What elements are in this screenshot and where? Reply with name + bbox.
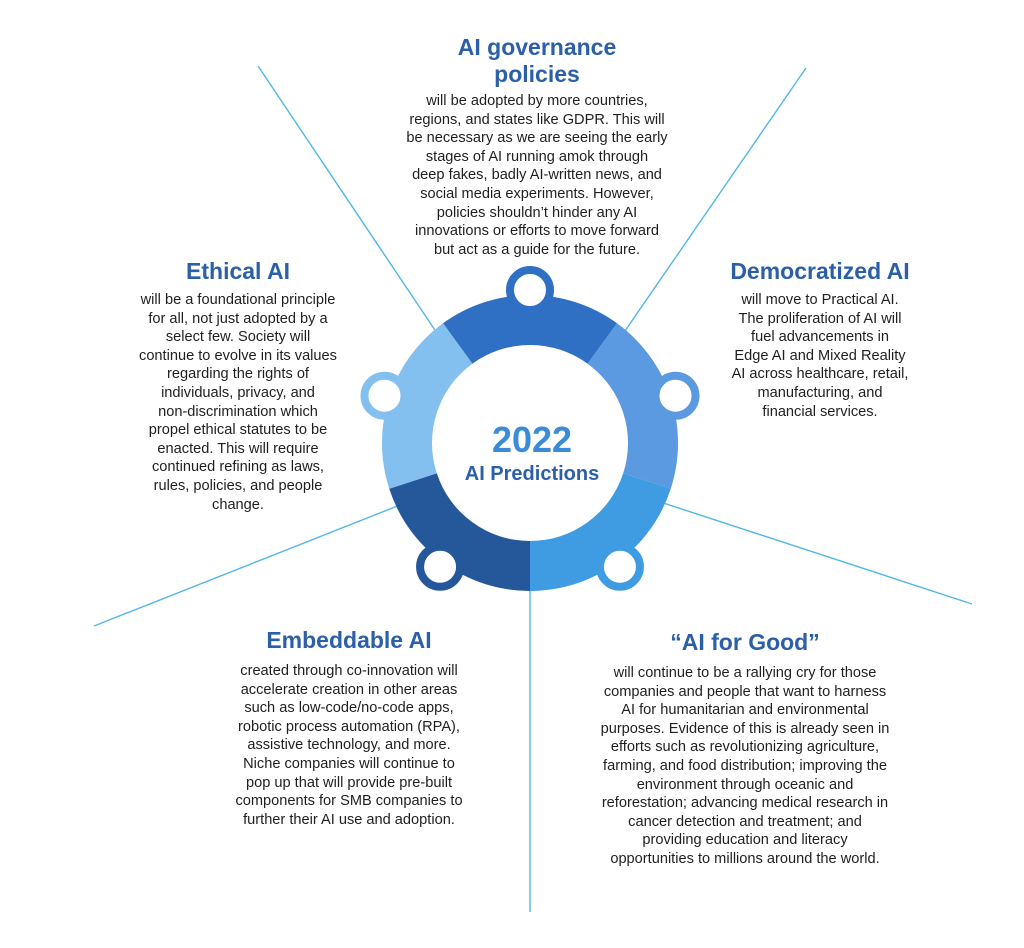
section-governance-title — [352, 34, 722, 88]
body-line: The proliferation of AI will — [738, 310, 902, 327]
body-line: accelerate creation in other areas — [240, 681, 458, 698]
body-line: continue to evolve in its values — [139, 347, 337, 364]
body-line: AI across healthcare, retail, — [731, 366, 909, 383]
body-line: innovations or efforts to move forward — [415, 223, 659, 240]
body-line: propel ethical statutes to be — [148, 422, 328, 439]
body-line: change. — [212, 496, 264, 513]
knob-democratized — [656, 376, 696, 416]
body-line: pop up that will provide pre-built — [245, 774, 453, 791]
body-line: will continue to be a rallying cry for those — [613, 665, 877, 681]
section-democratized-body — [698, 291, 942, 421]
section-democratized-title: Democratized AI — [730, 258, 910, 284]
body-line: deep fakes, badly AI-written news, and — [412, 167, 662, 184]
body-line: created through co-innovation will — [240, 663, 458, 679]
body-line: Edge AI and Mixed Reality — [734, 347, 906, 364]
divider-line-lower-left — [94, 505, 400, 626]
title-line: AI governance — [457, 34, 617, 60]
body-line: individuals, privacy, and — [161, 384, 315, 401]
body-line: further their AI use and adoption. — [243, 811, 455, 828]
body-line: AI for humanitarian and environmental — [621, 702, 869, 719]
section-governance — [352, 34, 722, 259]
body-line: fuel advancements in — [751, 329, 889, 346]
section-ethical — [108, 258, 368, 514]
body-line: cancer detection and treatment; and — [628, 813, 862, 830]
body-line: will move to Practical AI. — [741, 292, 899, 308]
body-line: continued refining as laws, — [152, 459, 324, 476]
section-governance-body — [352, 92, 722, 259]
body-line: but act as a guide for the future. — [433, 241, 641, 258]
knob-ethical — [364, 376, 404, 416]
knob-good — [600, 547, 640, 587]
section-embeddable — [206, 627, 492, 829]
body-line: policies shouldn’t hinder any AI — [436, 204, 638, 221]
body-line: select few. Society will — [165, 329, 311, 346]
body-line: social media experiments. However, — [420, 185, 654, 202]
knob-governance — [510, 270, 550, 310]
body-line: companies and people that want to harness — [603, 683, 887, 700]
section-ethical-body — [108, 291, 368, 514]
section-good-title: “AI for Good” — [670, 629, 820, 655]
body-line: purposes. Evidence of this is already seen in — [600, 720, 890, 737]
body-line: financial services. — [762, 403, 878, 420]
body-line: non-discrimination which — [158, 403, 318, 420]
center-year: 2022 — [491, 419, 573, 460]
section-good-body — [560, 664, 930, 869]
body-line: rules, policies, and people — [153, 477, 323, 494]
body-line: components for SMB companies to — [235, 793, 463, 810]
body-line: assistive technology, and more. — [247, 737, 451, 754]
body-line: will be adopted by more countries, — [426, 93, 648, 109]
body-line: regions, and states like GDPR. This will — [409, 111, 665, 128]
body-line: providing education and literacy — [642, 832, 848, 849]
divider-line-lower-right — [645, 497, 972, 604]
body-line: such as low-code/no-code apps, — [244, 700, 454, 717]
body-line: enacted. This will require — [157, 440, 319, 457]
section-good — [560, 629, 930, 869]
body-line: efforts such as revolutionizing agriculture, — [610, 739, 880, 756]
section-democratized — [698, 258, 942, 421]
body-line: for all, not just adopted by a — [148, 310, 328, 327]
body-line: Niche companies will continue to — [243, 755, 455, 772]
body-line: farming, and food distribution; improving the — [603, 757, 887, 774]
title-line: policies — [494, 61, 580, 87]
body-line: manufacturing, and — [757, 384, 883, 401]
body-line: regarding the rights of — [167, 366, 309, 383]
section-embeddable-body — [206, 662, 492, 829]
center-subtitle: AI Predictions — [464, 463, 600, 485]
section-ethical-title: Ethical AI — [186, 258, 290, 284]
body-line: be necessary as we are seeing the early — [406, 130, 668, 147]
body-line: stages of AI running amok through — [425, 148, 649, 165]
body-line: will be a foundational principle — [140, 292, 336, 308]
body-line: environment through oceanic and — [636, 776, 854, 793]
knob-embeddable — [420, 547, 460, 587]
body-line: robotic process automation (RPA), — [238, 718, 460, 735]
body-line: opportunities to millions around the world. — [610, 850, 880, 867]
section-embeddable-title: Embeddable AI — [266, 627, 432, 653]
body-line: reforestation; advancing medical research in — [601, 795, 889, 812]
